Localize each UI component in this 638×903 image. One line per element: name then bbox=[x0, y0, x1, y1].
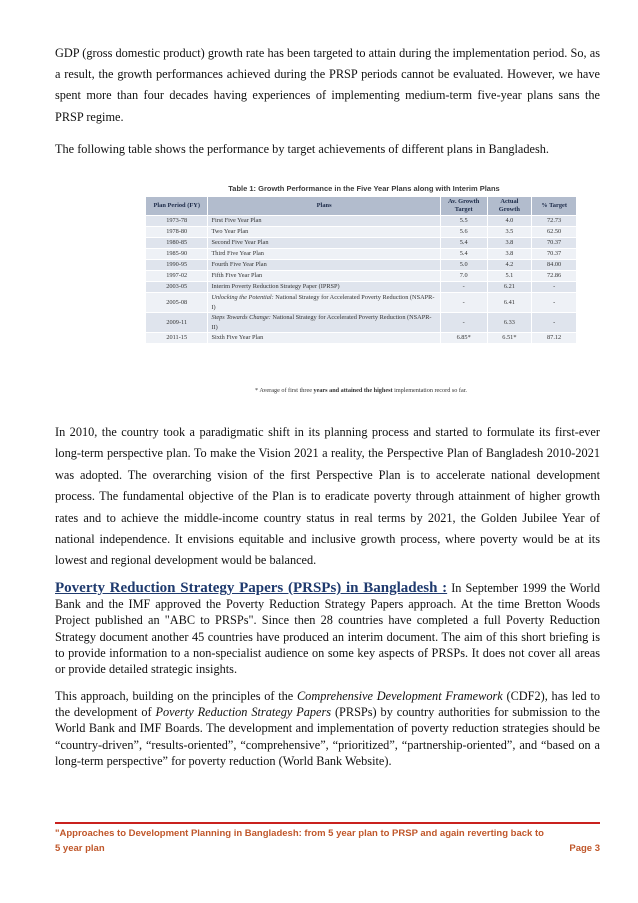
cell-plan: Sixth Five Year Plan bbox=[208, 333, 440, 344]
cell-pct: 70.37 bbox=[532, 238, 577, 249]
footnote-text: * Average of first three bbox=[255, 387, 314, 394]
table-row bbox=[146, 238, 577, 249]
body2-part-a: This approach, building on the principles of the bbox=[55, 689, 297, 703]
cell-actual: 6.21 bbox=[487, 282, 532, 293]
cell-pct: 87.12 bbox=[532, 333, 577, 344]
plan-title-italic: Unlocking the Potential: bbox=[211, 294, 274, 301]
cell-actual: 3.8 bbox=[487, 238, 532, 249]
header-actual: Actual Growth bbox=[487, 197, 532, 216]
cell-target: 5.4 bbox=[440, 238, 487, 249]
cell-target: 5.0 bbox=[440, 260, 487, 271]
cell-plan: Interim Poverty Reduction Strategy Paper (IPRSP) bbox=[208, 282, 440, 293]
cell-plan bbox=[208, 293, 440, 313]
plan-title-italic: Steps Towards Change: bbox=[211, 314, 271, 321]
cell-actual: 6.33 bbox=[487, 313, 532, 333]
plan-title-rest: National Strategy for Accelerated Poverty Reduction (NSAPR-I) bbox=[211, 294, 435, 311]
table-row bbox=[146, 313, 577, 333]
cell-target: - bbox=[440, 313, 487, 333]
cell-actual: 3.5 bbox=[487, 227, 532, 238]
body2-part-c: (PRSPs) by country authorities for submission to the World Bank and IMF Boards. The development and implementation of poverty reduction strategies should be “country-driven”, “results-oriented”, “comprehensive”, “prioritized”, “partnership-oriented”, and “based on a long-term perspective” for poverty reduction (World Bank Website). bbox=[55, 705, 600, 768]
cell-target: 7.0 bbox=[440, 271, 487, 282]
cell-plan: Fifth Five Year Plan bbox=[208, 271, 440, 282]
cell-period: 2011-15 bbox=[146, 333, 208, 344]
cell-plan bbox=[208, 313, 440, 333]
cell-period: 1980-85 bbox=[146, 238, 208, 249]
header-period: Plan Period (FY) bbox=[146, 197, 208, 216]
cell-period: 1985-90 bbox=[146, 249, 208, 260]
table-row bbox=[146, 271, 577, 282]
cell-period: 1990-95 bbox=[146, 260, 208, 271]
paragraph-table-intro: The following table shows the performance by target achievements of different plans in Bangladesh. bbox=[55, 142, 550, 156]
cell-plan: Second Five Year Plan bbox=[208, 238, 440, 249]
growth-performance-table-figure bbox=[125, 184, 603, 399]
cell-plan: Two Year Plan bbox=[208, 227, 440, 238]
cell-pct: 72.73 bbox=[532, 216, 577, 227]
page-number: Page 3 bbox=[569, 843, 600, 854]
cell-pct: 84.00 bbox=[532, 260, 577, 271]
cell-period: 1997-02 bbox=[146, 271, 208, 282]
cell-plan: Fourth Five Year Plan bbox=[208, 260, 440, 271]
header-target: Av. Growth Target bbox=[440, 197, 487, 216]
cell-actual: 6.51* bbox=[487, 333, 532, 344]
table-row bbox=[146, 249, 577, 260]
plan-title-rest: National Strategy for Accelerated Poverty Reduction (NSAPR-II) bbox=[211, 314, 432, 331]
prsp-section-intro bbox=[55, 580, 600, 677]
cell-pct: - bbox=[532, 293, 577, 313]
cell-target: 5.5 bbox=[440, 216, 487, 227]
cell-target: 5.4 bbox=[440, 249, 487, 260]
cell-period: 2003-05 bbox=[146, 282, 208, 293]
cell-pct: - bbox=[532, 282, 577, 293]
body2-italic-cdf: Comprehensive Development Framework bbox=[296, 689, 503, 703]
cell-period: 1973-78 bbox=[146, 216, 208, 227]
growth-performance-table bbox=[145, 196, 577, 344]
cell-pct: 72.86 bbox=[532, 271, 577, 282]
cell-actual: 5.1 bbox=[487, 271, 532, 282]
table-title: Table 1: Growth Performance in the Five Year Plans along with Interim Plans bbox=[228, 184, 500, 193]
cell-plan: Third Five Year Plan bbox=[208, 249, 440, 260]
table-row bbox=[146, 293, 577, 313]
footer-divider bbox=[55, 822, 600, 824]
section-body-1: In September 1999 the World Bank and the IMF approved the Poverty Reduction Strategy Papers approach. At the time Bretton Woods Project published an "ABC to PRSPs". Since then 28 countries have completed a full Poverty Reduction Strategy document another 45 countries have produced an interim document. The aim of this short briefing is to provide information to a non-specialist audience on some key aspects of PRSPs. It does not cover all areas or provide detailed strategic insights. bbox=[55, 581, 600, 677]
cell-target: - bbox=[440, 293, 487, 313]
cell-pct: - bbox=[532, 313, 577, 333]
cell-plan: First Five Year Plan bbox=[208, 216, 440, 227]
footnote-text-end: implementation record so far. bbox=[392, 387, 467, 394]
body2-italic-prsp: Poverty Reduction Strategy Papers bbox=[155, 705, 332, 720]
cell-pct: 70.37 bbox=[532, 249, 577, 260]
footnote-bold: years and attained the highest bbox=[313, 387, 393, 394]
cell-target: 6.85* bbox=[440, 333, 487, 344]
cell-actual: 6.41 bbox=[487, 293, 532, 313]
cell-target: - bbox=[440, 282, 487, 293]
page-footer bbox=[55, 826, 600, 856]
paragraph-perspective-plan: In 2010, the country took a paradigmatic shift in its planning process and started to formulate its first-ever long-term perspective plan. To make the Vision 2021 a reality, the Perspective Plan of Bangladesh 2010-2021 was adopted. The overarching vision of the first Perspective Plan is to accelerate national development process. The fundamental objective of the Plan is to eradicate poverty through attainment of higher growth rates and to achieve the middle-income country status in real terms by 2021, the Golden Jubilee Year of national independence. It envisions equitable and inclusive growth process, where poverty would be at its lowest and regional development would be balanced. bbox=[55, 425, 600, 568]
cell-actual: 4.2 bbox=[487, 260, 532, 271]
table-row bbox=[146, 260, 577, 271]
cell-period: 2009-11 bbox=[146, 313, 208, 333]
section-heading: Poverty Reduction Strategy Papers (PRSPs) in Bangladesh : bbox=[55, 580, 448, 596]
table-row bbox=[146, 216, 577, 227]
paragraph-gdp: GDP (gross domestic product) growth rate has been targeted to attain during the implementation period. So, as a result, the growth performances achieved during the PRSP periods cannot be evaluated. However, we have spent more than four decades having experiences of implementing medium-term five-year plans sans the PRSP regime. bbox=[55, 46, 600, 124]
cell-target: 5.6 bbox=[440, 227, 487, 238]
prsp-section-approach bbox=[55, 688, 600, 769]
cell-actual: 3.8 bbox=[487, 249, 532, 260]
table-row bbox=[146, 333, 577, 344]
header-plans: Plans bbox=[208, 197, 440, 216]
table-row bbox=[146, 227, 577, 238]
body2-part-b: (CDF2), has led to the development of bbox=[55, 689, 600, 720]
cell-period: 1978-80 bbox=[146, 227, 208, 238]
cell-period: 2005-08 bbox=[146, 293, 208, 313]
header-pct: % Target bbox=[532, 197, 577, 216]
footer-title: "Approaches to Development Planning in Bangladesh: from 5 year plan to PRSP and again reverting back to 5 year plan bbox=[55, 828, 544, 854]
table-footnote bbox=[145, 387, 577, 394]
table-row bbox=[146, 282, 577, 293]
cell-pct: 62.50 bbox=[532, 227, 577, 238]
cell-actual: 4.0 bbox=[487, 216, 532, 227]
